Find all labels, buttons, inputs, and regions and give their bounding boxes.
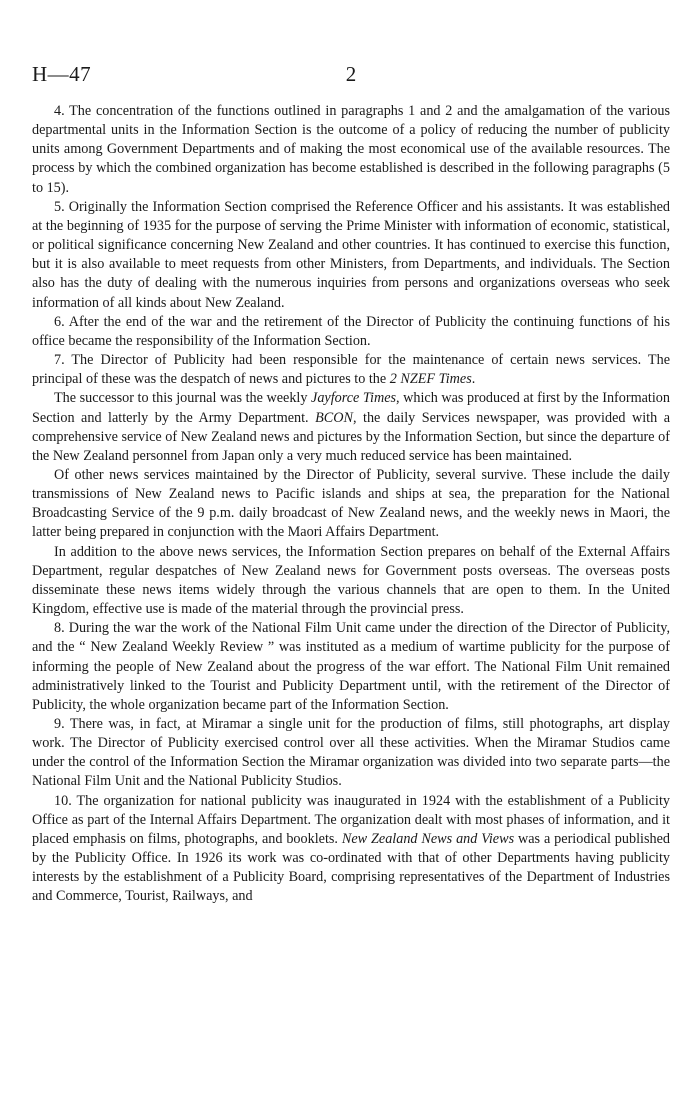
page-header	[32, 62, 670, 102]
paragraph-7-jayforce	[32, 389, 670, 466]
paragraph-6	[32, 313, 670, 351]
publication-title: 2 NZEF Times	[389, 371, 472, 388]
paragraph-10	[32, 792, 670, 907]
paragraph-text: The successor to this journal was the weekly	[54, 390, 312, 407]
paragraph-text: 10. The organization for national publicity was inaugurated in 1924 with the establishment of a Publicity Office as part of the Internal Affairs Department. The organization dealt with most phases of information, and it placed emphasis on films, photographs, and booklets.	[32, 792, 670, 847]
paragraph-text: 8. During the war the work of the National Film Unit came under the direction of the Director of Publicity, and the “ New Zealand Weekly Review ” was instituted as a medium of wartime publicity for the purpose of informing the people of New Zealand about the progress of the war effort. The National Film Unit remained administratively linked to the Tourist and Publicity Department until, with the retirement of the Director of Publicity, the whole organization became part of the Information Section.	[32, 620, 670, 713]
paragraph-text: 4. The concentration of the functions outlined in paragraphs 1 and 2 and the amalgamation of the various departmental units in the Information Section is the outcome of a policy of reducing the number of publicity units among Government Departments and of making the most economical use of the available resources. The process by which the combined organization has become established is described in the following paragraphs (5 to 15).	[32, 103, 670, 196]
body-text	[32, 102, 670, 907]
paragraph-text: was a periodical published by the Publicity Office. In 1926 its work was co-ordinated with that of other Departments having publicity interests by the establishment of a Publicity Board, comprising representatives of the Department of Industries and Commerce, Tourist, Railways, and	[32, 830, 670, 905]
paragraph-5	[32, 198, 670, 313]
publication-title: BCON	[315, 409, 353, 426]
document-reference: H—47	[32, 62, 92, 86]
paragraph-text: .	[471, 371, 476, 388]
publication-title: Jayforce Times	[311, 390, 397, 407]
paragraph-text: 5. Originally the Information Section comprised the Reference Officer and his assistants. It was established at the beginning of 1935 for the purpose of serving the Prime Minister with information of economic, statistical, or political significance concerning New Zealand and other countries. It has continued to exercise this function, but it is also available to meet requests from other Ministers, from Departments, and individuals. The Section also has the duty of dealing with the numerous inquiries from persons and organizations overseas who seek information of all kinds about New Zealand.	[32, 198, 670, 311]
paragraph-7-other-services	[32, 466, 670, 543]
paragraph-text: Of other news services maintained by the Director of Publicity, several survive. These include the daily transmissions of New Zealand news to Pacific islands and ships at sea, the preparation for the National Broadcasting Service of the 9 p.m. daily broadcast of New Zealand news, and the weekly news in Maori, the latter being prepared in conjunction with the Maori Affairs Department.	[32, 466, 670, 541]
paragraph-text: 9. There was, in fact, at Miramar a single unit for the production of films, still photographs, art display work. The Director of Publicity exercised control over all these activities. When the Miramar Studios came under the control of the Information Section the Miramar organization was divided into two separate parts—the National Film Unit and the National Publicity Studios.	[32, 716, 670, 790]
paragraph-text: In addition to the above news services, the Information Section prepares on behalf of the External Affairs Department, regular despatches of New Zealand news for Government posts overseas. The overseas posts disseminate these news items widely through the various channels that are open to them. In the United Kingdom, effective use is made of the material through the provincial press.	[32, 543, 670, 618]
paragraph-8	[32, 619, 670, 715]
paragraph-text: 7. The Director of Publicity had been responsible for the maintenance of certain news services. The principal of these was the despatch of news and pictures to the	[32, 352, 670, 388]
paragraph-4	[32, 102, 670, 198]
paragraph-9	[32, 715, 670, 792]
paragraph-7-external-affairs	[32, 543, 670, 620]
paragraph-text: , the daily Services newspaper, was provided with a comprehensive service of New Zealand news and pictures by the Information Section, but since the departure of the New Zealand personnel from Japan only a very much reduced service has been maintained.	[32, 409, 670, 464]
publication-title: New Zealand News and Views	[341, 830, 515, 847]
paragraph-text: 6. After the end of the war and the retirement of the Director of Publicity the continuing functions of his office became the responsibility of the Information Section.	[32, 313, 670, 349]
page-number: 2	[345, 62, 357, 86]
paragraph-text: , which was produced at first by the Information Section and latterly by the Army Department.	[32, 390, 670, 426]
paragraph-7	[32, 351, 670, 389]
